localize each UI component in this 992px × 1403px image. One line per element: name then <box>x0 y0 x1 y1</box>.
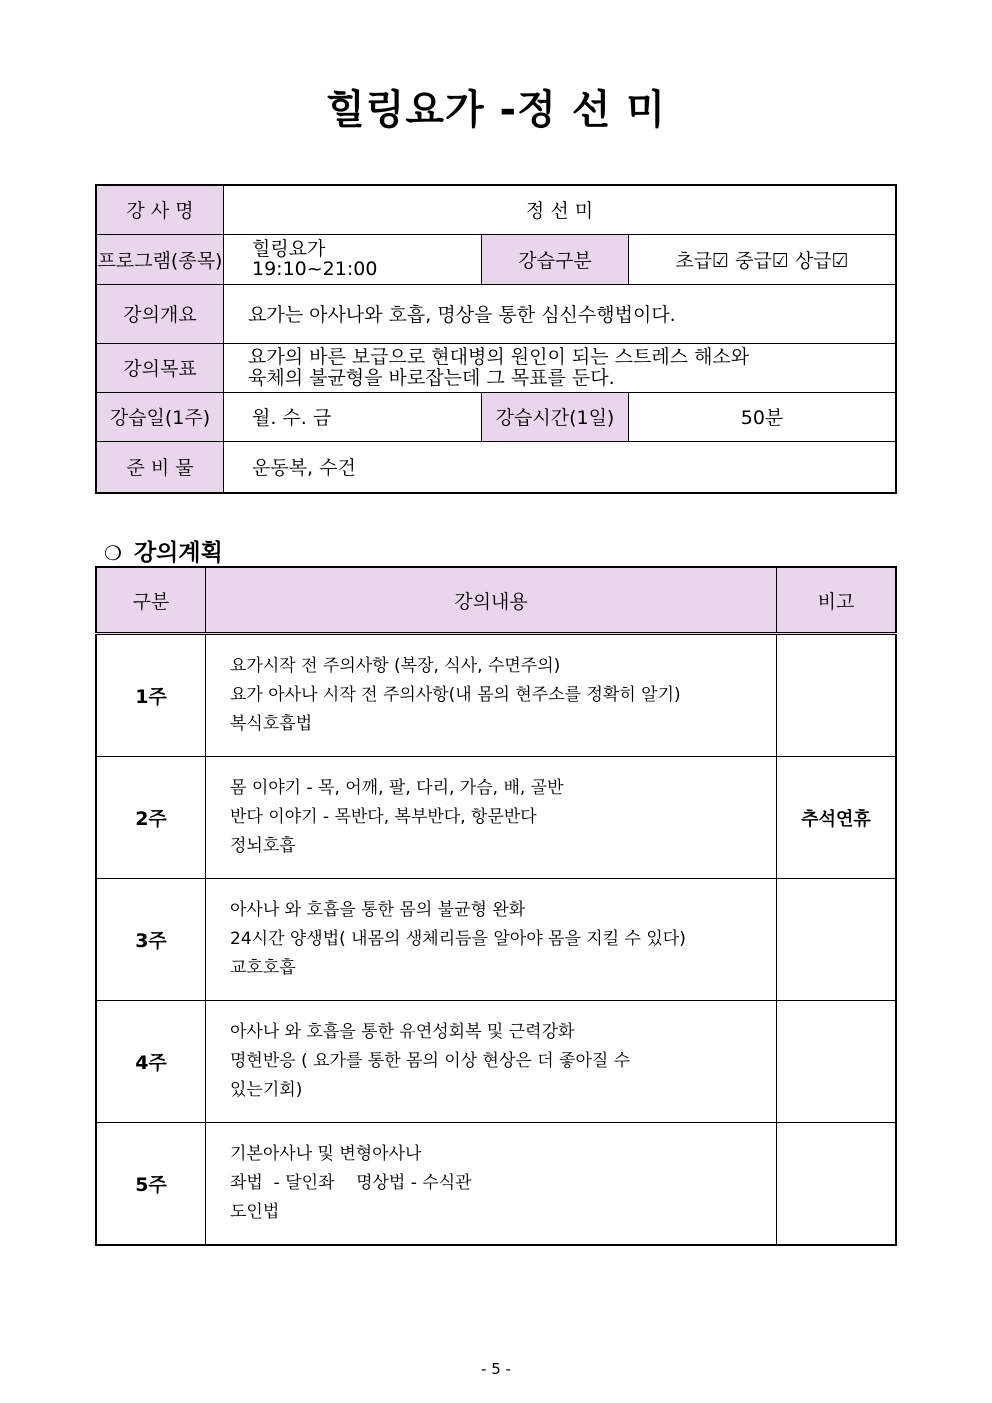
instructor-label: 강 사 명 <box>96 185 224 234</box>
lecture-plan-table <box>95 566 897 1246</box>
program-time: 19:10~21:00 <box>252 258 378 280</box>
days-label: 강습일(1주) <box>96 392 224 441</box>
page-number: - 5 - <box>481 1360 511 1378</box>
goal-line: 육체의 불균형을 바로잡는데 그 목표를 둔다. <box>248 366 615 389</box>
week-cell: 5주 <box>96 1123 206 1246</box>
goal-line: 요가의 바른 보급으로 현대병의 원인이 되는 스트레스 해소와 <box>248 345 750 368</box>
note-cell <box>777 1123 897 1246</box>
table-row <box>96 879 896 1001</box>
plan-heading <box>104 534 223 567</box>
week-cell: 3주 <box>96 879 206 1001</box>
program-value <box>224 234 482 284</box>
page-title: 힐링요가 -정 선 미 <box>326 87 666 133</box>
column-header-note: 비고 <box>777 567 897 634</box>
content-line: 몸 이야기 - 목, 어깨, 팔, 다리, 가슴, 배, 골반 <box>230 778 564 798</box>
content-line: 아사나 와 호흡을 통한 유연성회복 및 근력강화 <box>230 1022 575 1042</box>
goal-label: 강의목표 <box>96 343 224 392</box>
content-cell <box>206 757 777 879</box>
table-row <box>96 757 896 879</box>
content-line: 명현반응 ( 요가를 통한 몸의 이상 현상은 더 좋아질 수 <box>230 1051 631 1071</box>
instructor-value: 정 선 미 <box>224 185 897 234</box>
program-name: 힐링요가 <box>252 238 326 260</box>
content-cell <box>206 1001 777 1123</box>
content-cell <box>206 1123 777 1246</box>
program-label: 프로그램(종목) <box>96 234 224 284</box>
content-line: 요가시작 전 주의사항 (복장, 식사, 수면주의) <box>230 656 561 676</box>
goal-value <box>224 343 897 392</box>
overview-value: 요가는 아사나와 호흡, 명상을 통한 심신수행법이다. <box>224 284 897 343</box>
content-line: 반다 이야기 - 목반다, 복부반다, 항문반다 <box>230 807 537 827</box>
content-line: 도인법 <box>230 1202 280 1222</box>
course-info-table <box>95 184 897 494</box>
table-row <box>96 1123 896 1246</box>
level-label: 강습구분 <box>482 234 629 284</box>
supplies-label: 준 비 물 <box>96 441 224 493</box>
week-cell: 2주 <box>96 757 206 879</box>
content-line: 있는기회) <box>230 1080 303 1100</box>
plan-heading-text: 강의계획 <box>133 540 223 566</box>
week-cell: 1주 <box>96 634 206 757</box>
week-cell: 4주 <box>96 1001 206 1123</box>
days-value: 월. 수. 금 <box>224 392 482 441</box>
note-cell: 추석연휴 <box>777 757 897 879</box>
content-line: 기본아사나 및 변형아사나 <box>230 1144 422 1164</box>
note-cell <box>777 1001 897 1123</box>
content-line: 요가 아사나 시작 전 주의사항(내 몸의 현주소를 정확히 알기) <box>230 685 681 705</box>
circle-bullet-icon: ❍ <box>104 541 122 565</box>
content-line: 복식호흡법 <box>230 714 313 734</box>
duration-value: 50분 <box>629 392 897 441</box>
content-line: 24시간 양생법( 내몸의 생체리듬을 알아야 몸을 지킬 수 있다) <box>230 929 686 949</box>
note-cell <box>777 879 897 1001</box>
note-cell <box>777 634 897 757</box>
level-value: 초급☑ 중급☑ 상급☑ <box>629 234 897 284</box>
supplies-value: 운동복, 수건 <box>224 441 897 493</box>
content-cell <box>206 879 777 1001</box>
column-header-content: 강의내용 <box>206 567 777 634</box>
table-row <box>96 634 896 757</box>
content-line: 좌법 - 달인좌 명상법 - 수식관 <box>230 1173 472 1193</box>
duration-label: 강습시간(1일) <box>482 392 629 441</box>
content-line: 아사나 와 호흡을 통한 몸의 불균형 완화 <box>230 900 526 920</box>
column-header-week: 구분 <box>96 567 206 634</box>
content-line: 정뇌호흡 <box>230 836 296 856</box>
table-row <box>96 1001 896 1123</box>
overview-label: 강의개요 <box>96 284 224 343</box>
content-line: 교호호흡 <box>230 958 296 978</box>
content-cell <box>206 634 777 757</box>
